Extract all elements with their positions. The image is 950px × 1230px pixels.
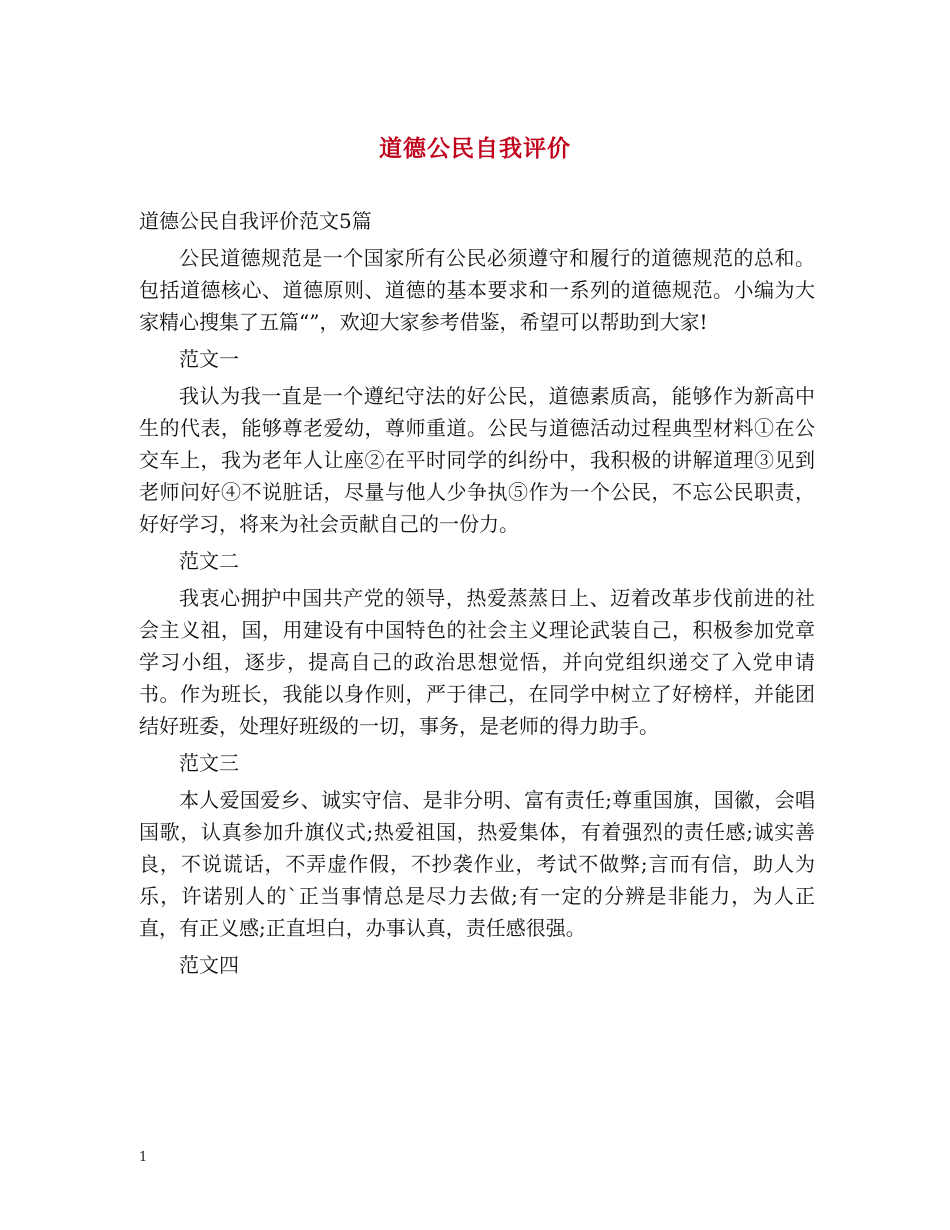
section-heading-2: 范文二 [179, 549, 239, 573]
document-body [139, 205, 815, 986]
section-text-1: 我认为我一直是一个遵纪守法的好公民，道德素质高，能够作为新高中生的代表，能够尊老爱幼，尊师重道。公民与道德活动过程典型材料①在公交车上，我为老年人让座②在平时同学的纠纷中，我积极的讲解道理③见到老师问好④不说脏话，尽量与他人少争执⑤作为一个公民，不忘公民职责，好好学习，将来为社会贡献自己的一份力。 [139, 384, 815, 536]
section-heading-3: 范文三 [179, 751, 239, 775]
page-number: 1 [139, 1150, 148, 1165]
section-text-2: 我衷心拥护中国共产党的领导，热爱蒸蒸日上、迈着改革步伐前进的社会主义祖，国，用建设有中国特色的社会主义理论武装自己，积极参加党章学习小组，逐步，提高自己的政治思想觉悟，并向党组织递交了入党申请书。作为班长，我能以身作则，严于律己，在同学中树立了好榜样，并能团结好班委，处理好班级的一切，事务，是老师的得力助手。 [139, 586, 815, 738]
document-subtitle: 道德公民自我评价范文5篇 [139, 209, 372, 233]
section-heading-1: 范文一 [179, 347, 239, 371]
section-text-3: 本人爱国爱乡、诚实守信、是非分明、富有责任;尊重国旗，国徽，会唱国歌，认真参加升旗仪式;热爱祖国，热爱集体，有着强烈的责任感;诚实善良，不说谎话，不弄虚作假，不抄袭作业，考试不做弊;言而有信，助人为乐，许诺别人的`正当事情总是尽力去做;有一定的分辨是非能力，为人正直，有正义感;正直坦白，办事认真，责任感很强。 [139, 788, 815, 940]
document-title: 道德公民自我评价 [379, 135, 571, 162]
section-heading-4: 范文四 [179, 953, 239, 977]
intro-paragraph: 公民道德规范是一个国家所有公民必须遵守和履行的道德规范的总和。包括道德核心、道德原则、道德的基本要求和一系列的道德规范。小编为大家精心搜集了五篇“”，欢迎大家参考借鉴，希望可以帮助到大家! [139, 246, 815, 334]
